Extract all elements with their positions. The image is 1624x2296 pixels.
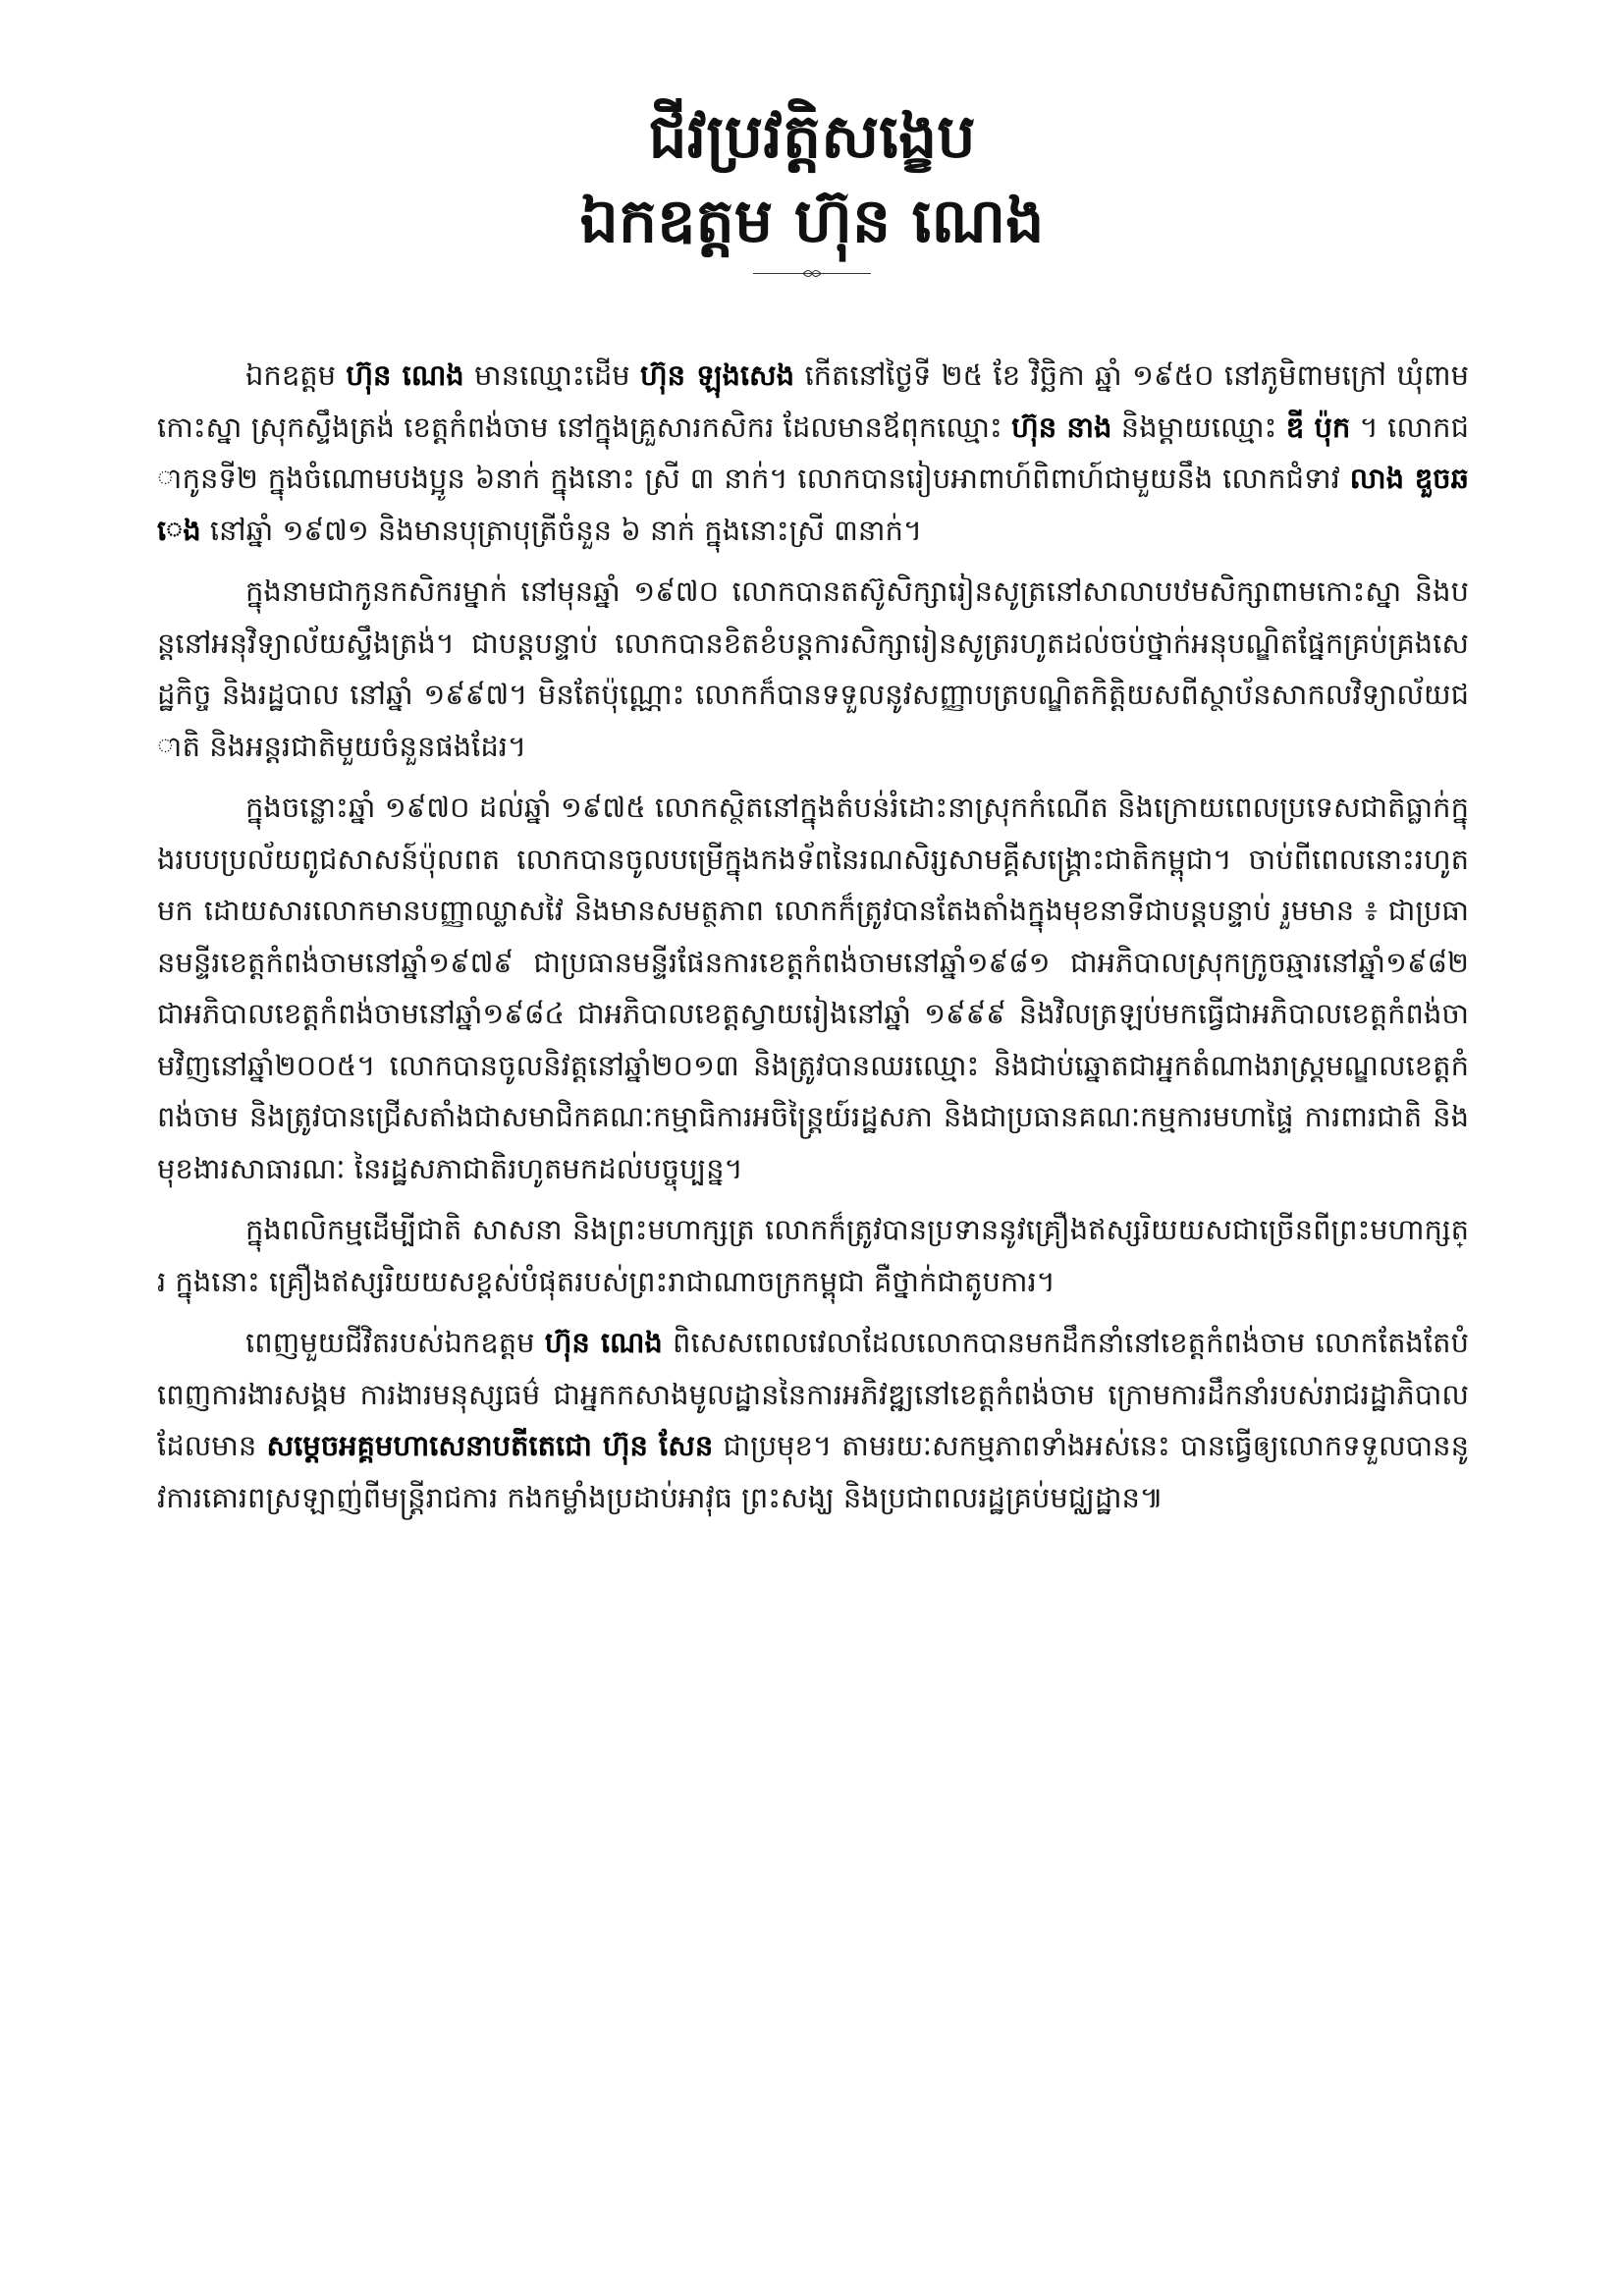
paragraph-text: ពិសេសពេលវេលាដែលលោកបានមកដឹកនាំនៅខេត្តកំពង់ចាម លោកតែងតែបំពេញការងារសង្គម ការងារមនុស្សធម៌ ជាអ្នកកសាងមូលដ្ឋាននៃការអភិវឌ្ឍនៅខេត្តកំពង់ចាម ក្រោមការដឹកនាំរបស់រាជរដ្ឋាភិបាល ដែលមាន (157, 1326, 1469, 1462)
paragraph-text: ក្នុងពលិកម្មដើម្បីជាតិ សាសនា និងព្រះមហាក្សត្រ លោកក៏ត្រូវបានប្រទាននូវគ្រឿងឥស្សរិយយសជាច្រើនពីព្រះមហាក្សត្រ ក្នុងនោះ គ្រឿងឥស្សរិយយសខ្ពស់បំផុតរបស់ព្រះរាជាណាចក្រកម្ពុជា គឺថ្នាក់ជាតូបការ។ (157, 1213, 1469, 1298)
bold-name-text: ហ៊ុន នាង (1011, 410, 1112, 444)
bold-name-text: ហ៊ុន ឡុងសេង (640, 358, 795, 392)
bold-name-text: សម្តេចអគ្គមហាសេនាបតីតេជោ ហ៊ុន សែន (266, 1429, 714, 1462)
ornamental-divider (753, 269, 871, 279)
body-paragraph (157, 350, 1469, 556)
paragraph-text: ក្នុងនាមជាកូនកសិករម្នាក់ នៅមុនឆ្នាំ ១៩៧០ លោកបានតស៊ូសិក្សារៀនសូត្រនៅសាលាបឋមសិក្សាពាមកោះស្នា និងបន្តនៅអនុវិទ្យាល័យស្ទឹងត្រង់។ ជាបន្តបន្ទាប់ លោកបានខិតខំបន្តការសិក្សារៀនសូត្ររហូតដល់ចប់ថ្នាក់អនុបណ្ឌិតផ្នែកគ្រប់គ្រងសេដ្ឋកិច្ច និងរដ្ឋបាល នៅឆ្នាំ ១៩៩៧។ មិនតែប៉ុណ្ណោះ លោកក៏បានទទួលនូវសញ្ញាបត្របណ្ឌិតកិត្តិយសពីស្ថាប័នសាកលវិទ្យាល័យជាតិ និងអន្តរជាតិមួយចំនួនផងដែរ។ (157, 574, 1469, 763)
page-title: ជីវប្រវត្តិសង្ខេប (648, 100, 976, 172)
bold-name-text: ហ៊ុន ណេង (544, 1326, 663, 1359)
paragraph-text: នៅឆ្នាំ ១៩៧១ និងមានបុត្រាបុត្រីចំនួន ៦ នាក់ ក្នុងនោះស្រី ៣នាក់។ (200, 513, 923, 547)
paragraph-text: ពេញមួយជីវិតរបស់ឯកឧត្តម (245, 1326, 545, 1359)
body-paragraph (157, 1317, 1469, 1523)
body-text (157, 350, 1469, 1533)
body-paragraph (157, 1204, 1469, 1307)
paragraph-text: ជាប្រមុខ។ តាមរយៈសកម្មភាពទាំងអស់នេះ បានធ្វើឲ្យលោកទទួលបាននូវការគោរពស្រឡាញ់ពីមន្ត្រីរាជការ កងកម្លាំងប្រដាប់អាវុធ ព្រះសង្ឃ និងប្រជាពលរដ្ឋគ្រប់មជ្ឈដ្ឋាន៕ (157, 1429, 1469, 1514)
bold-name-text: ឌី ប៉ុក (1285, 410, 1351, 444)
flourish-icon (802, 269, 822, 278)
paragraph-text: ឯកឧត្តម (245, 358, 347, 392)
page-subtitle: ឯកឧត្តម ហ៊ុន ណេង (579, 185, 1045, 256)
paragraph-text: និងម្តាយឈ្មោះ (1111, 410, 1286, 444)
bold-name-text: ហ៊ុន ណេង (346, 358, 464, 392)
body-paragraph (157, 782, 1469, 1194)
body-paragraph (157, 566, 1469, 772)
paragraph-text: កើតនៅថ្ងៃទី ២៥ ខែ វិច្ឆិកា ឆ្នាំ ១៩៥០ នៅភូមិពាមក្រៅ ឃុំពាមកោះស្នា ស្រុកស្ទឹងត្រង់ ខេត្តកំពង់ចាម នៅក្នុងគ្រួសារកសិករ ដែលមានឪពុកឈ្មោះ (157, 358, 1470, 444)
paragraph-text: ក្នុងចន្លោះឆ្នាំ ១៩៧០ ដល់ឆ្នាំ ១៩៧៥ លោកស្ថិតនៅក្នុងតំបន់រំដោះនាស្រុកកំណើត និងក្រោយពេលប្រទេសជាតិធ្លាក់ក្នុងរបបប្រល័យពូជសាសន៍ប៉ុលពត លោកបានចូលបម្រើក្នុងកងទ័ពនៃរណសិរ្សសាមគ្គីសង្គ្រោះជាតិកម្ពុជា។ ចាប់ពីពេលនោះរហូតមក ដោយសារលោកមានបញ្ញាឈ្លាសវៃ និងមានសមត្ថភាព លោកក៏ត្រូវបានតែងតាំងក្នុងមុខនាទីជាបន្តបន្ទាប់ រួមមាន ៖ ជាប្រធានមន្ទីរខេត្តកំពង់ចាមនៅឆ្នាំ១៩៧៩ ជាប្រធានមន្ទីរផែនការខេត្តកំពង់ចាមនៅឆ្នាំ១៩៨១ ជាអភិបាលស្រុកក្រូចឆ្មារនៅឆ្នាំ១៩៨២ ជាអភិបាលខេត្តកំពង់ចាមនៅឆ្នាំ១៩៨៤ ជាអភិបាលខេត្តស្វាយរៀងនៅឆ្នាំ ១៩៩៩ និងវិលត្រឡប់មកធ្វើជាអភិបាលខេត្តកំពង់ចាមវិញនៅឆ្នាំ២០០៥។ លោកបានចូលនិវត្តនៅឆ្នាំ២០១៣ និងត្រូវបានឈរឈ្មោះ និងជាប់ឆ្នោតជាអ្នកតំណាងរាស្ត្រមណ្ឌលខេត្តកំពង់ចាម និងត្រូវបានជ្រើសតាំងជាសមាជិកគណៈកម្មាធិការអចិន្ត្រៃយ៍រដ្ឋសភា និងជាប្រធានគណៈកម្មការមហាផ្ទៃ ការពារជាតិ និងមុខងារសាធារណៈ នៃរដ្ឋសភាជាតិរហូតមកដល់បច្ចុប្បន្ន។ (157, 791, 1469, 1185)
bold-name-text: លាង ឌួចឆេង (157, 462, 1469, 547)
title-block (0, 94, 1624, 263)
paragraph-text: មានឈ្មោះដើម (463, 358, 640, 392)
paragraph-text: ។ លោកជាកូនទី២ ក្នុងចំណោមបងប្អូន ៦នាក់ ក្នុងនោះ ស្រី ៣ នាក់។ លោកបានរៀបអាពាហ៍ពិពាហ៍ជាមួយនឹង លោកជំទាវ (157, 410, 1469, 495)
